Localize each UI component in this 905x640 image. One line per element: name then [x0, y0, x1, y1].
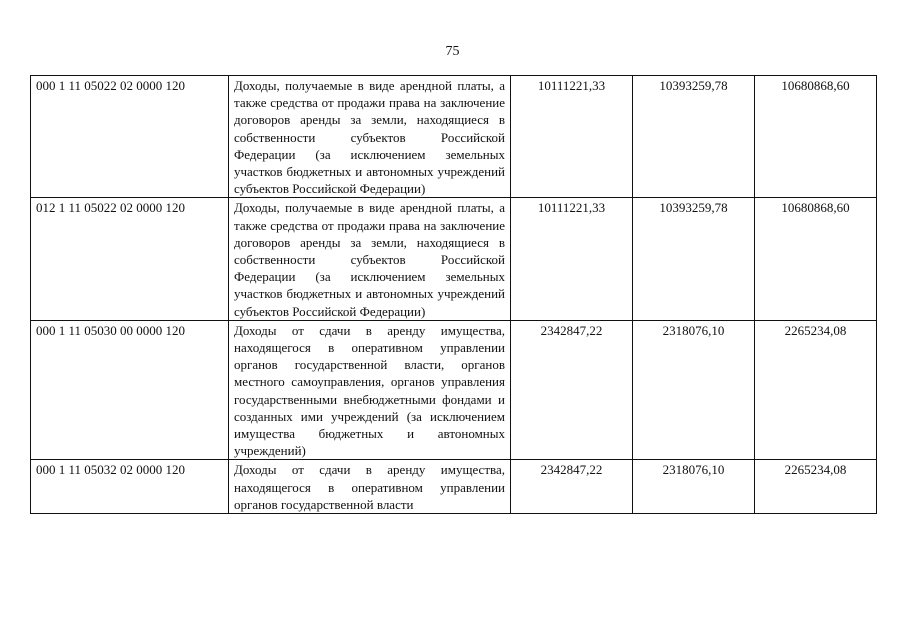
- amount-cell-2: 2318076,10: [633, 320, 755, 460]
- amount-cell-1: 10111221,33: [511, 76, 633, 198]
- amount-cell-1: 10111221,33: [511, 198, 633, 320]
- revenue-description-cell: Доходы от сдачи в аренду имущества, находящегося в оперативном управлении органов государственной власти: [229, 460, 511, 514]
- budget-revenue-table: [30, 75, 877, 514]
- classification-code-cell: 012 1 11 05022 02 0000 120: [31, 198, 229, 320]
- amount-cell-1: 2342847,22: [511, 320, 633, 460]
- classification-code-cell: 000 1 11 05032 02 0000 120: [31, 460, 229, 514]
- table-row: [31, 460, 877, 514]
- revenue-description-cell: Доходы от сдачи в аренду имущества, находящегося в оперативном управлении органов государственной власти, органов местного самоуправления, органов управления государственными внебюджетными фондами и созданных ими учреждений (за исключением имущества бюджетных и автономных учреждений): [229, 320, 511, 460]
- amount-cell-3: 2265234,08: [755, 320, 877, 460]
- amount-cell-1: 2342847,22: [511, 460, 633, 514]
- amount-cell-2: 2318076,10: [633, 460, 755, 514]
- amount-cell-3: 10680868,60: [755, 198, 877, 320]
- amount-cell-2: 10393259,78: [633, 198, 755, 320]
- amount-cell-3: 2265234,08: [755, 460, 877, 514]
- revenue-description-cell: Доходы, получаемые в виде арендной платы, а также средства от продажи права на заключение договоров аренды за земли, находящиеся в собственности субъектов Российской Федерации (за исключением земельных участков бюджетных и автономных учреждений субъектов Российской Федерации): [229, 198, 511, 320]
- table-row: [31, 320, 877, 460]
- table-row: [31, 198, 877, 320]
- amount-cell-2: 10393259,78: [633, 76, 755, 198]
- revenue-description-cell: Доходы, получаемые в виде арендной платы, а также средства от продажи права на заключение договоров аренды за земли, находящиеся в собственности субъектов Российской Федерации (за исключением земельных участков бюджетных и автономных учреждений субъектов Российской Федерации): [229, 76, 511, 198]
- classification-code-cell: 000 1 11 05030 00 0000 120: [31, 320, 229, 460]
- table-row: [31, 76, 877, 198]
- classification-code-cell: 000 1 11 05022 02 0000 120: [31, 76, 229, 198]
- page-number: 75: [445, 44, 460, 59]
- amount-cell-3: 10680868,60: [755, 76, 877, 198]
